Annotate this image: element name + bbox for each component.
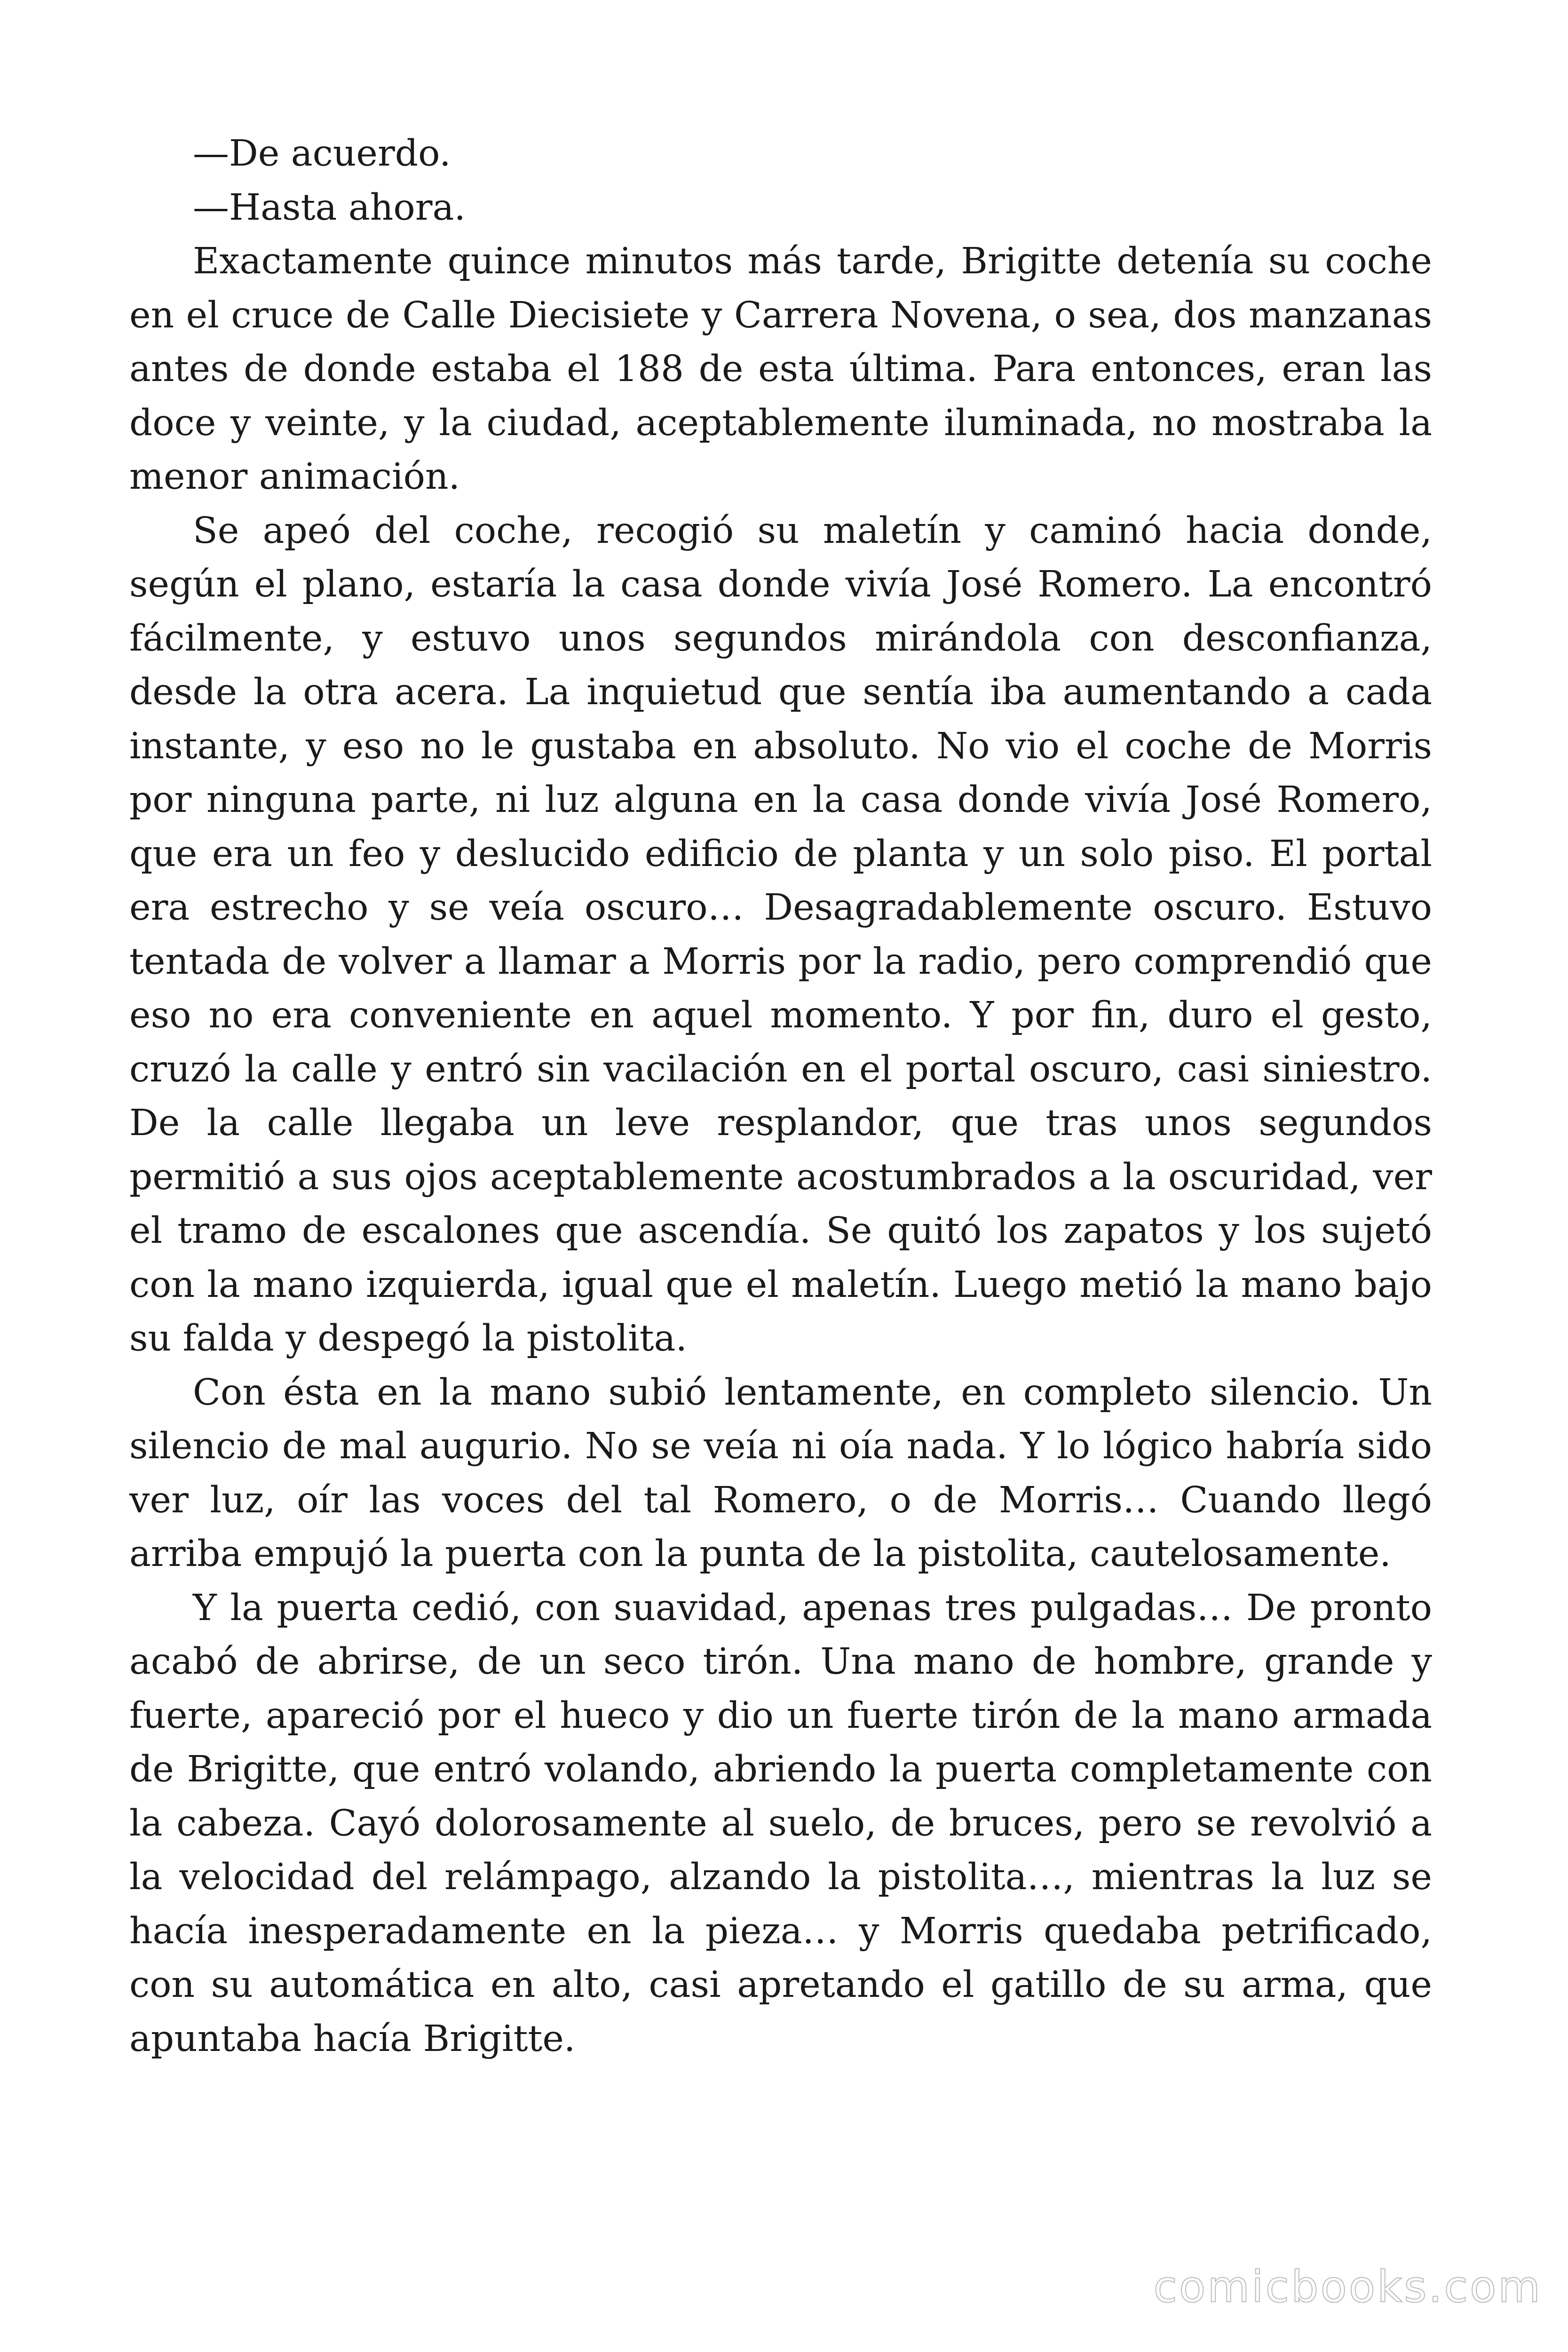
paragraph-4: Y la puerta cedió, con suavidad, apenas tres pulgadas… De pronto acabó de abrirse, de un seco tirón. Una mano de hombre, grande y fuerte, apareció por el hueco y dio un fuerte tirón de la mano armada de Brigitte, que entró volando, abriendo la puerta completamente con la cabeza. Cayó dolorosamente al suelo, de bruces, pero se revolvió a la velocidad del relámpago, alzando la pistolita…, mientras la luz se hacía inesperadamente en la pieza… y Morris quedaba petrificado, con su automática en alto, casi apretando el gatillo de su arma, que apuntaba hacía Brigitte. (129, 1587, 1432, 2060)
paragraph-1: Exactamente quince minutos más tarde, Brigitte detenía su coche en el cruce de Calle Diecisiete y Carrera Novena, o sea, dos manzanas antes de donde estaba el 188 de esta última. Para entonces, eran las doce y veinte, y la ciudad, aceptablemente iluminada, no mostraba la menor animación. (129, 240, 1432, 498)
paragraph-3: Con ésta en la mano subió lentamente, en completo silencio. Un silencio de mal augurio. No se veía ni oía nada. Y lo lógico habría sido ver luz, oír las voces del tal Romero, o de Morris… Cuando llegó arriba empujó la puerta con la punta de la pistolita, cautelosamente. (129, 1371, 1432, 1575)
paragraph-2: Se apeó del coche, recogió su maletín y caminó hacia donde, según el plano, estaría la casa donde vivía José Romero. La encontró fácilmente, y estuvo unos segundos mirándola con desconfianza, desde la otra acera. La inquietud que sentía iba aumentando a cada instante, y eso no le gustaba en absoluto. No vio el coche de Morris por ninguna parte, ni luz alguna en la casa donde vivía José Romero, que era un feo y deslucido edificio de planta y un solo piso. El portal era estrecho y se veía oscuro… Desagradablemente oscuro. Estuvo tentada de volver a llamar a Morris por la radio, pero comprendió que eso no era conveniente en aquel momento. Y por fin, duro el gesto, cruzó la calle y entró sin vacilación en el portal oscuro, casi siniestro. De la calle llegaba un leve resplandor, que tras unos segundos permitió a sus ojos aceptablemente acostumbrados a la oscuridad, ver el tramo de escalones que ascendía. Se quitó los zapatos y los sujetó con la mano izquierda, igual que el maletín. Luego metió la mano bajo su falda y despegó la pistolita. (129, 509, 1432, 1359)
page-body (129, 127, 1432, 2066)
watermark: comicbooks.com (1153, 2262, 1542, 2312)
paragraph-dialog-2: —Hasta ahora. (193, 186, 466, 229)
paragraph-dialog-1: —De acuerdo. (193, 133, 451, 175)
